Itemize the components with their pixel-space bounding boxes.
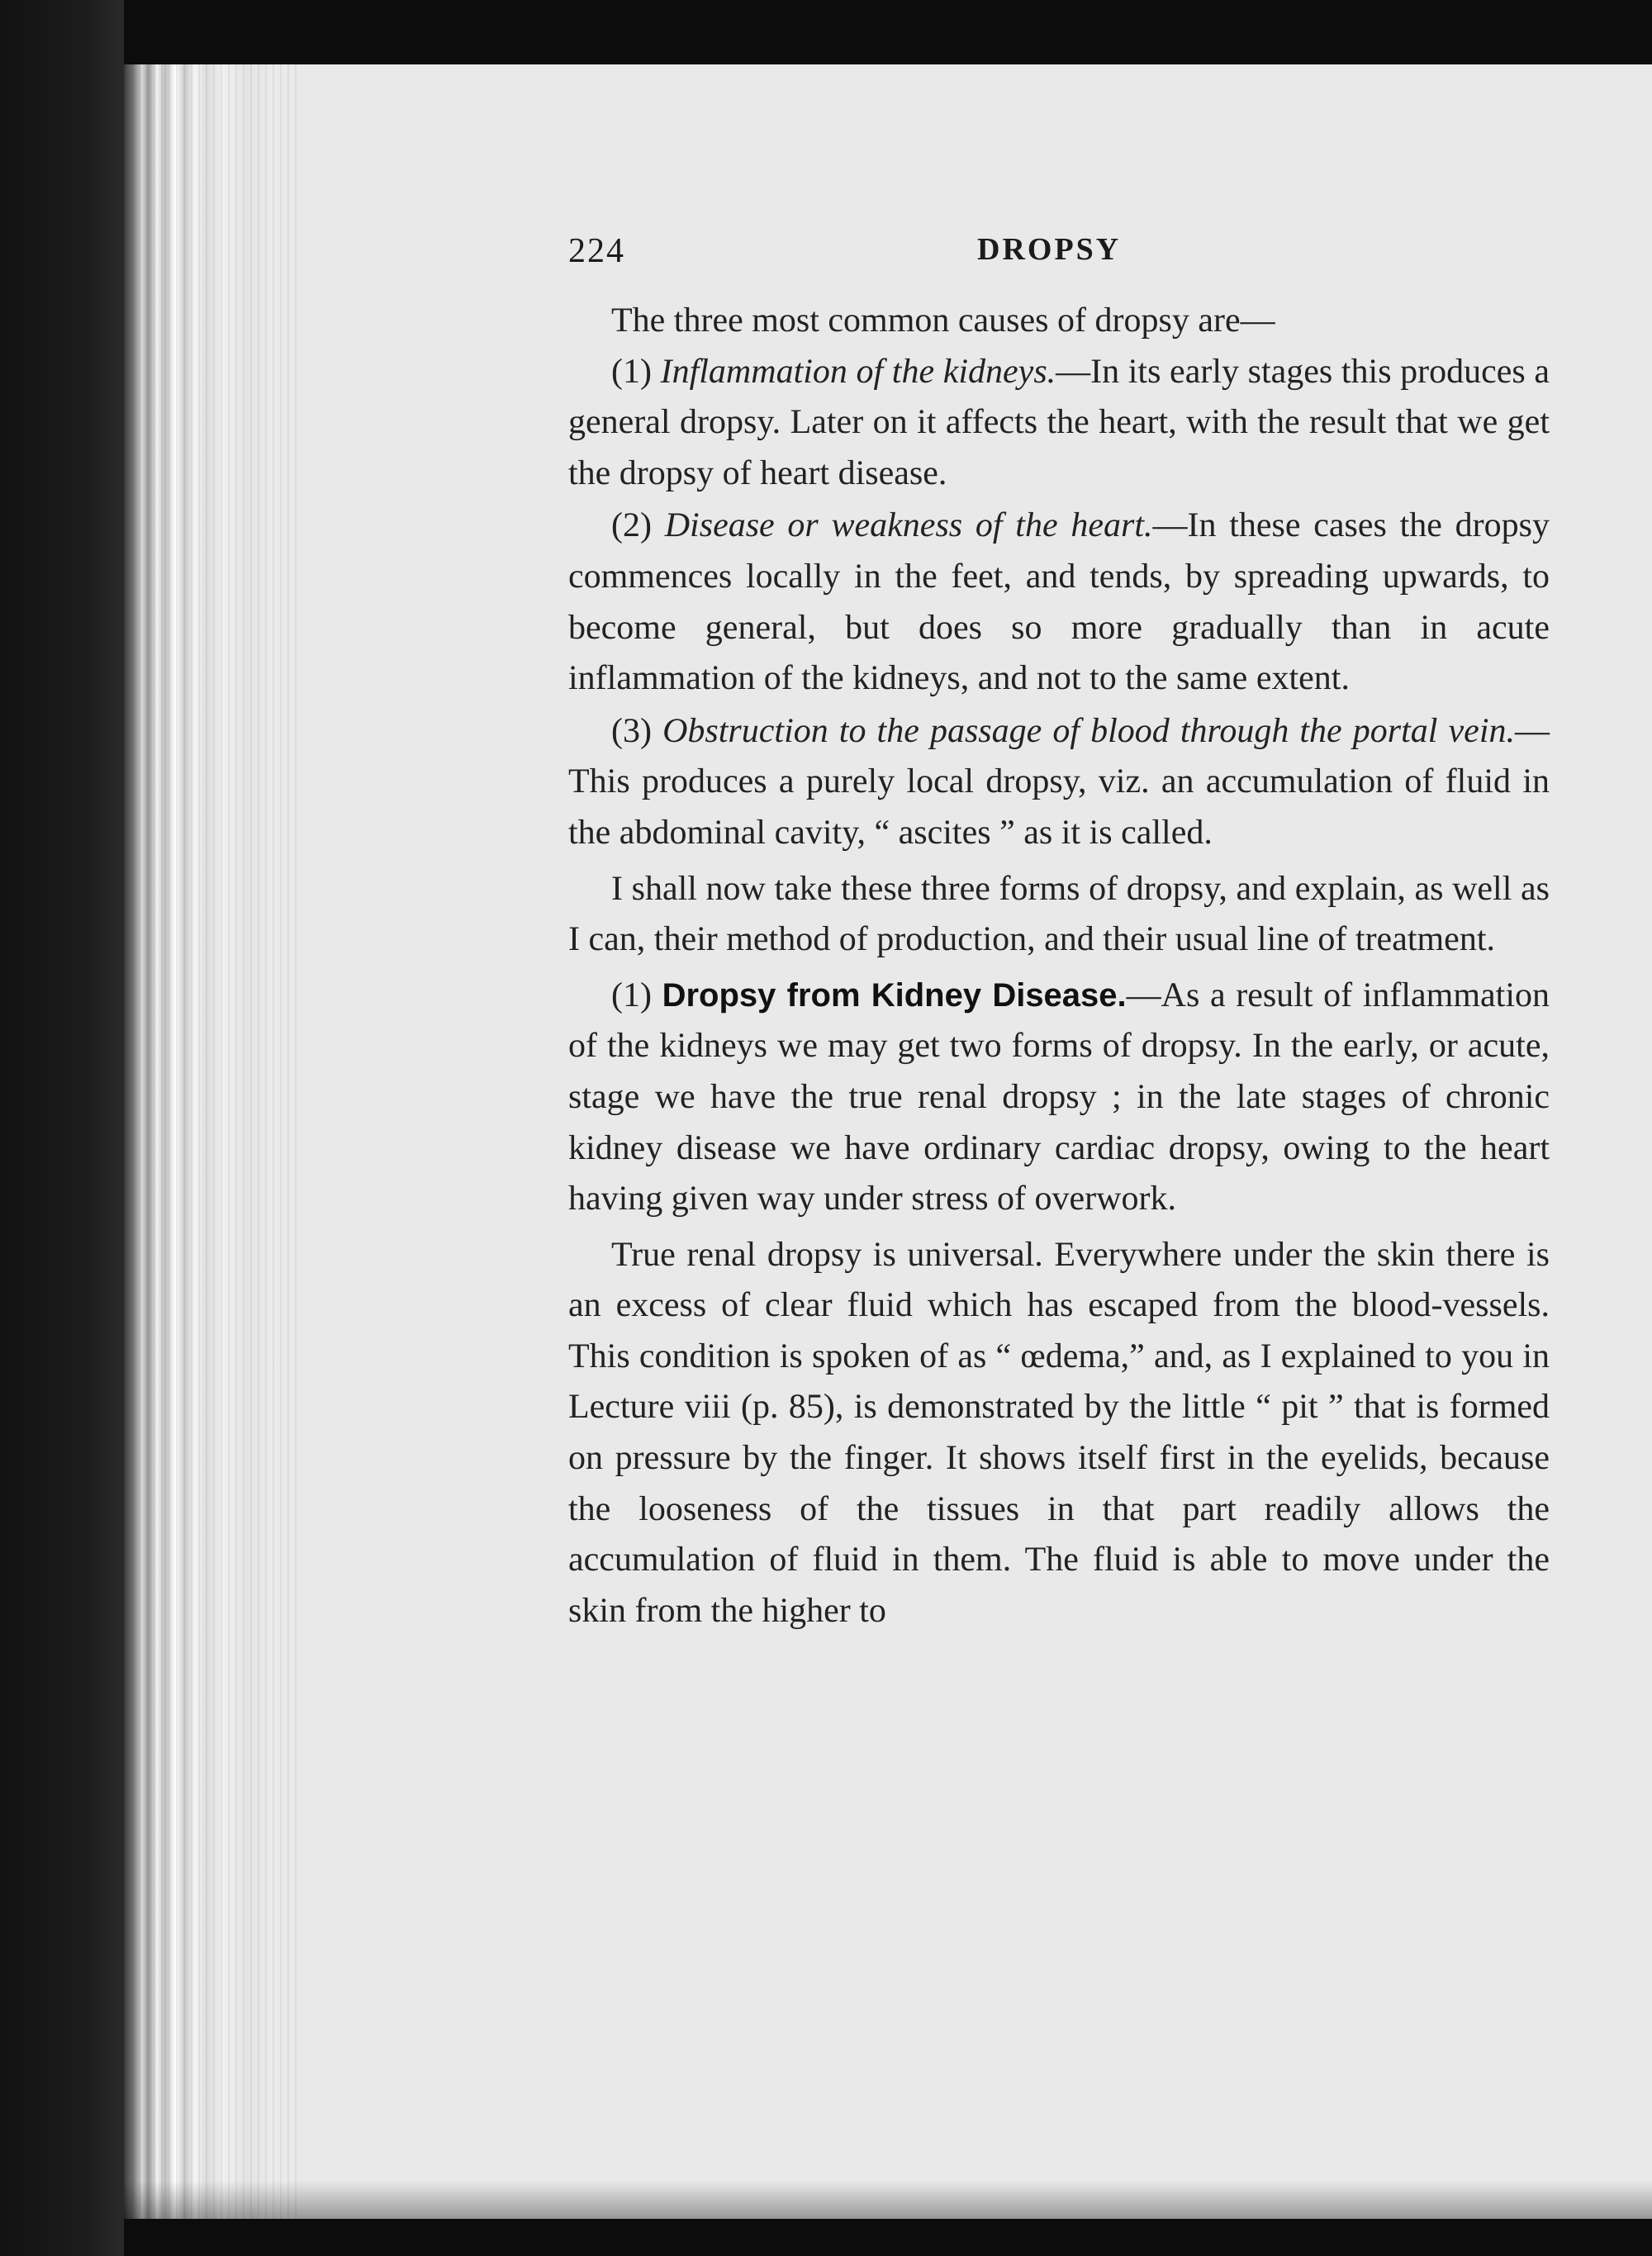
cause-1-text: —In its early stages this produces a general dropsy. Later on it affects the heart, with the result that we get the dropsy of heart disease. bbox=[568, 352, 1550, 492]
cause-3-marker: (3) bbox=[611, 711, 663, 750]
section-1-marker: (1) bbox=[611, 976, 662, 1014]
cause-2-title: Disease or weakness of the heart. bbox=[664, 506, 1153, 545]
plan-text: I shall now take these three forms of dropsy, and explain, as well as I can, their method of production, and their usual line of treatment. bbox=[568, 869, 1550, 959]
paragraph-plan bbox=[568, 864, 1550, 966]
section-1-heading: Dropsy from Kidney Disease. bbox=[662, 976, 1127, 1014]
scan-dark-margin bbox=[0, 0, 124, 2256]
cause-1-marker: (1) bbox=[611, 352, 661, 391]
paragraph-cause-2 bbox=[568, 501, 1550, 704]
paragraph-cause-1 bbox=[568, 347, 1550, 500]
running-head: DROPSY bbox=[977, 232, 1122, 267]
paragraph-intro bbox=[568, 296, 1550, 347]
paragraph-renal-dropsy bbox=[568, 1230, 1550, 1637]
cause-2-text: —In these cases the dropsy commences locally in the feet, and tends, by spreading upwards, to become general, but does so more gradually than in acute inflammation of the kidneys, and not to the same extent. bbox=[568, 506, 1550, 698]
body-text bbox=[568, 296, 1550, 1636]
intro-text: The three most common causes of dropsy are— bbox=[611, 302, 1275, 340]
page-edge-lines bbox=[124, 64, 297, 2219]
paragraph-cause-3 bbox=[568, 706, 1550, 859]
cause-2-marker: (2) bbox=[611, 506, 665, 545]
page-header bbox=[568, 231, 1550, 281]
renal-dropsy-text: True renal dropsy is universal. Everywhere under the skin there is an excess of clear fluid which has escaped from the blood-vessels. This condition is spoken of as “ œdema,” and, as I explained to you in Lecture viii (p. 85), is demonstrated by the little “ pit ” that is formed on pressure by the finger. It shows itself first in the eyelids, because the looseness of the tissues in that part readily allows the accumulation of fluid in them. The fluid is able to move under the skin from the higher to bbox=[568, 1235, 1550, 1630]
cause-1-title: Inflammation of the kidneys. bbox=[660, 352, 1056, 391]
cause-3-title: Obstruction to the passage of blood through the portal vein. bbox=[662, 711, 1515, 750]
page-bottom-shadow bbox=[124, 2181, 1652, 2219]
page-number: 224 bbox=[568, 232, 625, 270]
cause-3-text: —This produces a purely local dropsy, viz. an accumulation of fluid in the abdominal cavity, “ ascites ” as it is called. bbox=[568, 711, 1550, 852]
section-1-text: —As a result of inflammation of the kidneys we may get two forms of dropsy. In the early, or acute, stage we have the true renal dropsy ; in the late stages of chronic kidney disease we have ordinary cardiac dropsy, owing to the heart having given way under stress of overwork. bbox=[568, 976, 1550, 1218]
paragraph-section-1 bbox=[568, 971, 1550, 1225]
